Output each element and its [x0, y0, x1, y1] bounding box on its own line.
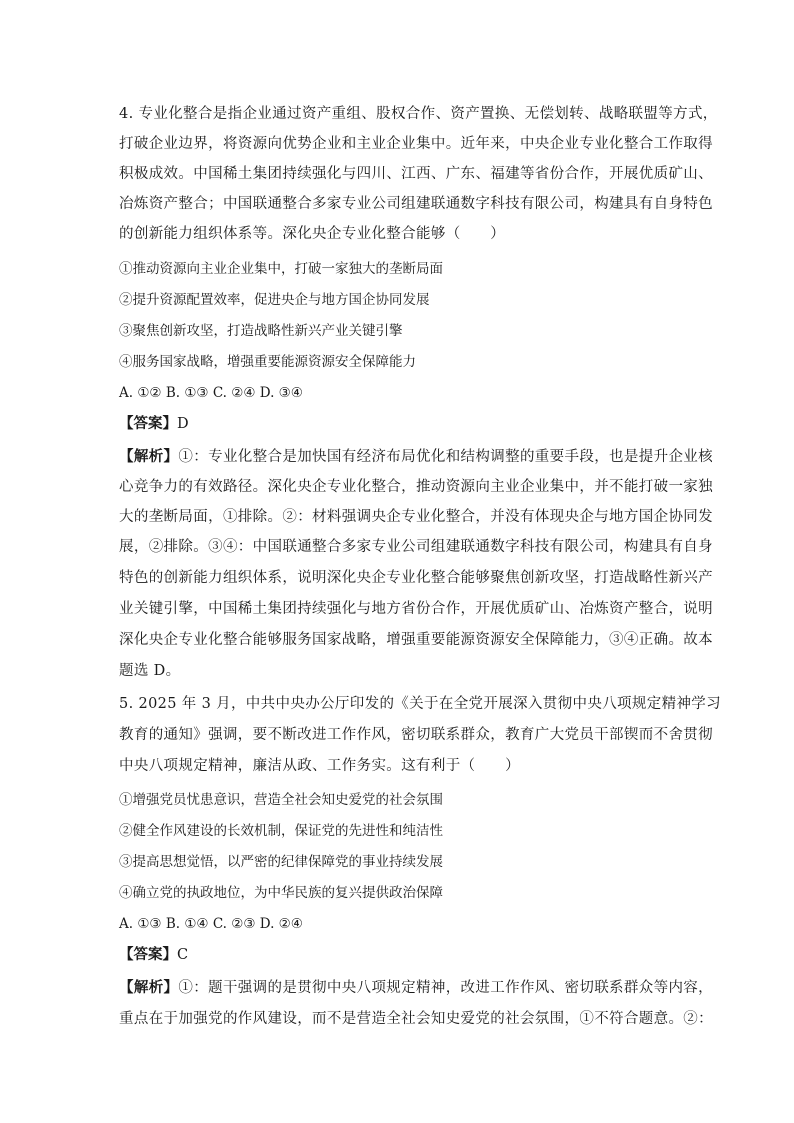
q4-analysis-line: 特色的创新能力组织体系，说明深化央企专业化整合能够聚焦创新攻坚，打造战略性新兴产 — [119, 570, 713, 586]
q4-analysis-line: 心竞争力的有效路径。深化央企专业化整合，推动资源向主业企业集中，并不能打破一家独 — [119, 479, 713, 495]
q5-stem-line: 教育的通知》强调，要不断改进工作作风，密切联系群众，教育广大党员干部锲而不舍贯彻 — [119, 727, 713, 743]
q4-stem-line: 冶炼资产整合；中国联通整合多家专业公司组建联通数字科技有限公司，构建具有自身特色 — [119, 196, 713, 212]
q4-option: ③聚焦创新攻坚，打造战略性新兴产业关键引擎 — [119, 323, 403, 339]
q4-analysis-line: 大的垄断局面，①排除。②：材料强调央企专业化整合，并没有体现央企与地方国企协同发 — [119, 509, 713, 525]
q4-stem-line: 积极成效。中国稀土集团持续强化与四川、江西、广东、福建等省份合作，开展优质矿山、 — [119, 166, 713, 182]
q4-analysis-line: 深化央企专业化整合能够服务国家战略，增强重要能源资源安全保障能力，③④正确。故本 — [119, 632, 713, 648]
q5-stem-line: 5. 2025 年 3 月，中共中央办公厅印发的《关于在全党开展深入贯彻中央八项规定精神学习 — [119, 696, 721, 712]
q5-option: ①增强党员忧患意识，营造全社会知史爱党的社会氛围 — [119, 792, 443, 808]
q4-option: ①推动资源向主业企业集中，打破一家独大的垄断局面 — [119, 261, 443, 277]
q4-stem-line: 打破企业边界，将资源向优势企业和主业企业集中。近年来，中央企业专业化整合工作取得 — [119, 136, 713, 152]
q5-option: ③提高思想觉悟，以严密的纪律保障党的事业持续发展 — [119, 854, 443, 870]
q5-choices: A. ①③ B. ①④ C. ②③ D. ②④ — [119, 916, 303, 932]
q4-analysis-line: 展，②排除。③④：中国联通整合多家专业公司组建联通数字科技有限公司，构建具有自身 — [119, 539, 713, 555]
q4-option: ②提升资源配置效率，促进央企与地方国企协同发展 — [119, 292, 430, 308]
q4-stem-line: 的创新能力组织体系等。深化央企专业化整合能够（ ） — [119, 226, 506, 242]
analysis-text: ①：专业化整合是加快国有经济布局优化和结构调整的重要手段，也是提升企业核 — [178, 449, 714, 465]
analysis-label: 【解析】 — [119, 979, 179, 996]
answer-value: C — [177, 947, 189, 963]
q4-choices: A. ①② B. ①③ C. ②④ D. ③④ — [119, 385, 303, 401]
q4-option: ④服务国家战略，增强重要能源资源安全保障能力 — [119, 354, 416, 370]
q5-analysis-line: 重点在于加强党的作风建设，而不是营造全社会知史爱党的社会氛围，①不符合题意。②： — [119, 1011, 713, 1027]
answer-label: 【答案】 — [119, 415, 177, 432]
q4-stem-line: 4. 专业化整合是指企业通过资产重组、股权合作、资产置换、无偿划转、战略联盟等方式， — [119, 106, 718, 122]
q4-analysis-line — [119, 447, 713, 467]
q5-option: ②健全作风建设的长效机制，保证党的先进性和纯洁性 — [119, 823, 443, 839]
answer-value: D — [177, 416, 189, 432]
q4-analysis-line: 业关键引擎，中国稀土集团持续强化与地方省份合作，开展优质矿山、冶炼资产整合，说明 — [119, 601, 713, 617]
analysis-text: ①：题干强调的是贯彻中央八项规定精神，改进工作作风、密切联系群众等内容， — [178, 980, 714, 996]
q5-stem-line: 中央八项规定精神，廉洁从政、工作务实。这有利于（ ） — [119, 758, 520, 774]
answer-label: 【答案】 — [119, 946, 177, 963]
q5-answer — [119, 945, 188, 965]
analysis-label: 【解析】 — [119, 448, 179, 465]
q4-answer — [119, 414, 189, 434]
q4-analysis-line: 题选 D。 — [119, 663, 181, 679]
q5-analysis-line — [119, 978, 713, 998]
q5-option: ④确立党的执政地位，为中华民族的复兴提供政治保障 — [119, 885, 443, 901]
